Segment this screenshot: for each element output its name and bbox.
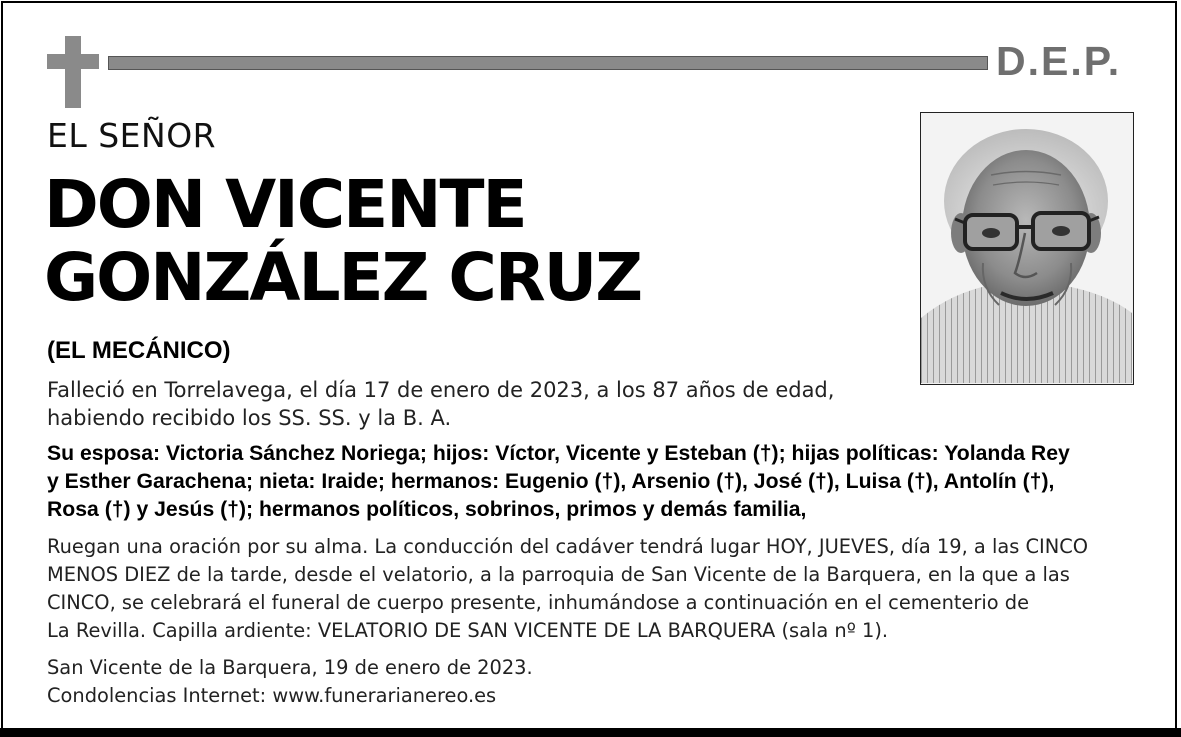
death-details [47, 376, 867, 432]
name-line: GONZÁLEZ CRUZ [44, 239, 642, 316]
dep-label: D.E.P. [996, 38, 1122, 84]
family-list [47, 440, 1137, 524]
portrait-photo [920, 112, 1134, 385]
bottom-border [0, 728, 1181, 737]
cross-icon [47, 36, 99, 108]
honorific: EL SEÑOR [47, 116, 217, 155]
ceremony-line: MENOS DIEZ de la tarde, desde el velatorio, a la parroquia de San Vicente de la Barquera, en la que a las [47, 563, 1070, 586]
death-line: Falleció en Torrelavega, el día 17 de enero de 2023, a los 87 años de edad, [47, 378, 835, 402]
place-date: San Vicente de la Barquera, 19 de enero de 2023. [47, 656, 533, 679]
ceremony-line: Ruegan una oración por su alma. La conducción del cadáver tendrá lugar HOY, JUEVES, día 19, a las CINCO [47, 535, 1089, 558]
ceremony-line: La Revilla. Capilla ardiente: VELATORIO DE SAN VICENTE DE LA BARQUERA (sala nº 1). [47, 619, 889, 642]
nickname: (EL MECÁNICO) [47, 337, 231, 364]
family-line: Rosa (†) y Jesús (†); hermanos políticos, sobrinos, primos y demás familia, [47, 498, 807, 521]
header-rule [108, 56, 988, 70]
ceremony-line: CINCO, se celebrará el funeral de cuerpo presente, inhumándose a continuación en el cementerio de [47, 591, 1030, 614]
death-line: habiendo recibido los SS. SS. y la B. A. [47, 406, 452, 430]
name-line: DON VICENTE [44, 166, 526, 243]
condolences-link: Condolencias Internet: www.funerarianereo.es [47, 684, 497, 707]
family-line: y Esther Garachena; nieta: Iraide; hermanos: Eugenio (†), Arsenio (†), José (†), Luisa (†), Antolín (†), [47, 470, 1055, 493]
ceremony-details [47, 533, 1147, 645]
deceased-name [44, 168, 804, 314]
family-line: Su esposa: Victoria Sánchez Noriega; hijos: Víctor, Vicente y Esteban (†); hijas políticas: Yolanda Rey [47, 442, 1070, 465]
